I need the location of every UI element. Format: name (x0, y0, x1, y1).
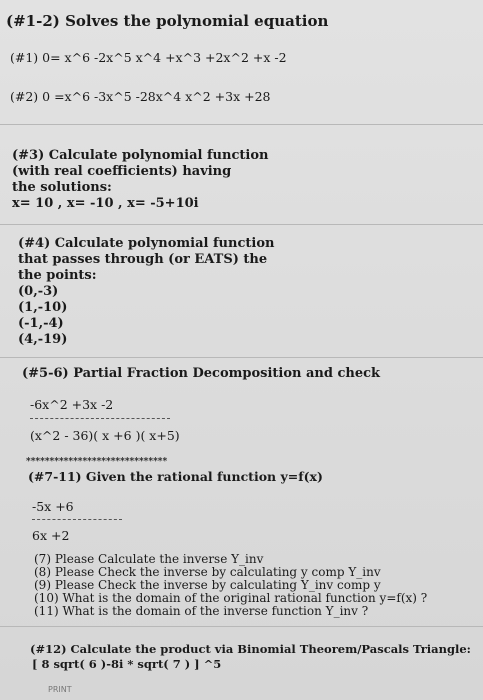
point: (0,-3) (18, 284, 59, 299)
problem-3-line: the solutions: (12, 180, 112, 195)
divider (0, 626, 483, 627)
problem-3-solutions: x= 10 , x= -10 , x= -5+10i (12, 196, 199, 211)
problem-3-line: (#3) Calculate polynomial function (12, 148, 269, 163)
point: (1,-10) (18, 300, 68, 315)
problem-12-expression: [ 8 sqrt( 6 )-8i * sqrt( 7 ) ] ^5 (32, 657, 222, 671)
divider (0, 357, 483, 358)
question-item: (8) Please Check the inverse by calculating y comp Y_inv (34, 565, 381, 579)
fraction-bar (30, 418, 170, 419)
problem-4-line: (#4) Calculate polynomial function (18, 236, 275, 251)
problem-12-heading: (#12) Calculate the product via Binomial Theorem/Pascals Triangle: (30, 642, 471, 656)
point: (-1,-4) (18, 316, 64, 331)
fraction-bar (32, 519, 122, 520)
problem-5-6-heading: (#5-6) Partial Fraction Decomposition and check (22, 366, 381, 381)
problem-3-line: (with real coefficients) having (12, 164, 232, 179)
fraction-denominator: 6x +2 (32, 528, 70, 543)
problem-4 (18, 236, 274, 348)
question-item: (7) Please Calculate the inverse Y_inv (34, 552, 264, 566)
star-separator: ****************************** (26, 457, 168, 467)
point: (4,-19) (18, 332, 68, 347)
question-item: (11) What is the domain of the inverse function Y_inv ? (34, 604, 369, 618)
problem-4-line: that passes through (or EATS) the (18, 252, 268, 267)
problem-7-11-heading: (#7-11) Given the rational function y=f(x) (28, 469, 323, 484)
print-watermark: PRINT (48, 685, 72, 694)
equation-1: (#1) 0= x^6 -2x^5 x^4 +x^3 +2x^2 +x -2 (10, 50, 287, 65)
question-item: (10) What is the domain of the original rational function y=f(x) ? (34, 591, 428, 605)
page-title: (#1-2) Solves the polynomial equation (6, 12, 329, 30)
problem-3 (12, 148, 268, 212)
fraction-denominator: (x^2 - 36)( x +6 )( x+5) (30, 428, 180, 443)
problem-4-line: the points: (18, 268, 97, 283)
question-item: (9) Please Check the inverse by calculating Y_inv comp y (34, 578, 381, 592)
divider (0, 224, 483, 225)
fraction-numerator: -5x +6 (32, 499, 74, 514)
equation-2: (#2) 0 =x^6 -3x^5 -28x^4 x^2 +3x +28 (10, 89, 271, 104)
divider (0, 124, 483, 125)
question-list (34, 553, 427, 618)
fraction-numerator: -6x^2 +3x -2 (30, 397, 114, 412)
